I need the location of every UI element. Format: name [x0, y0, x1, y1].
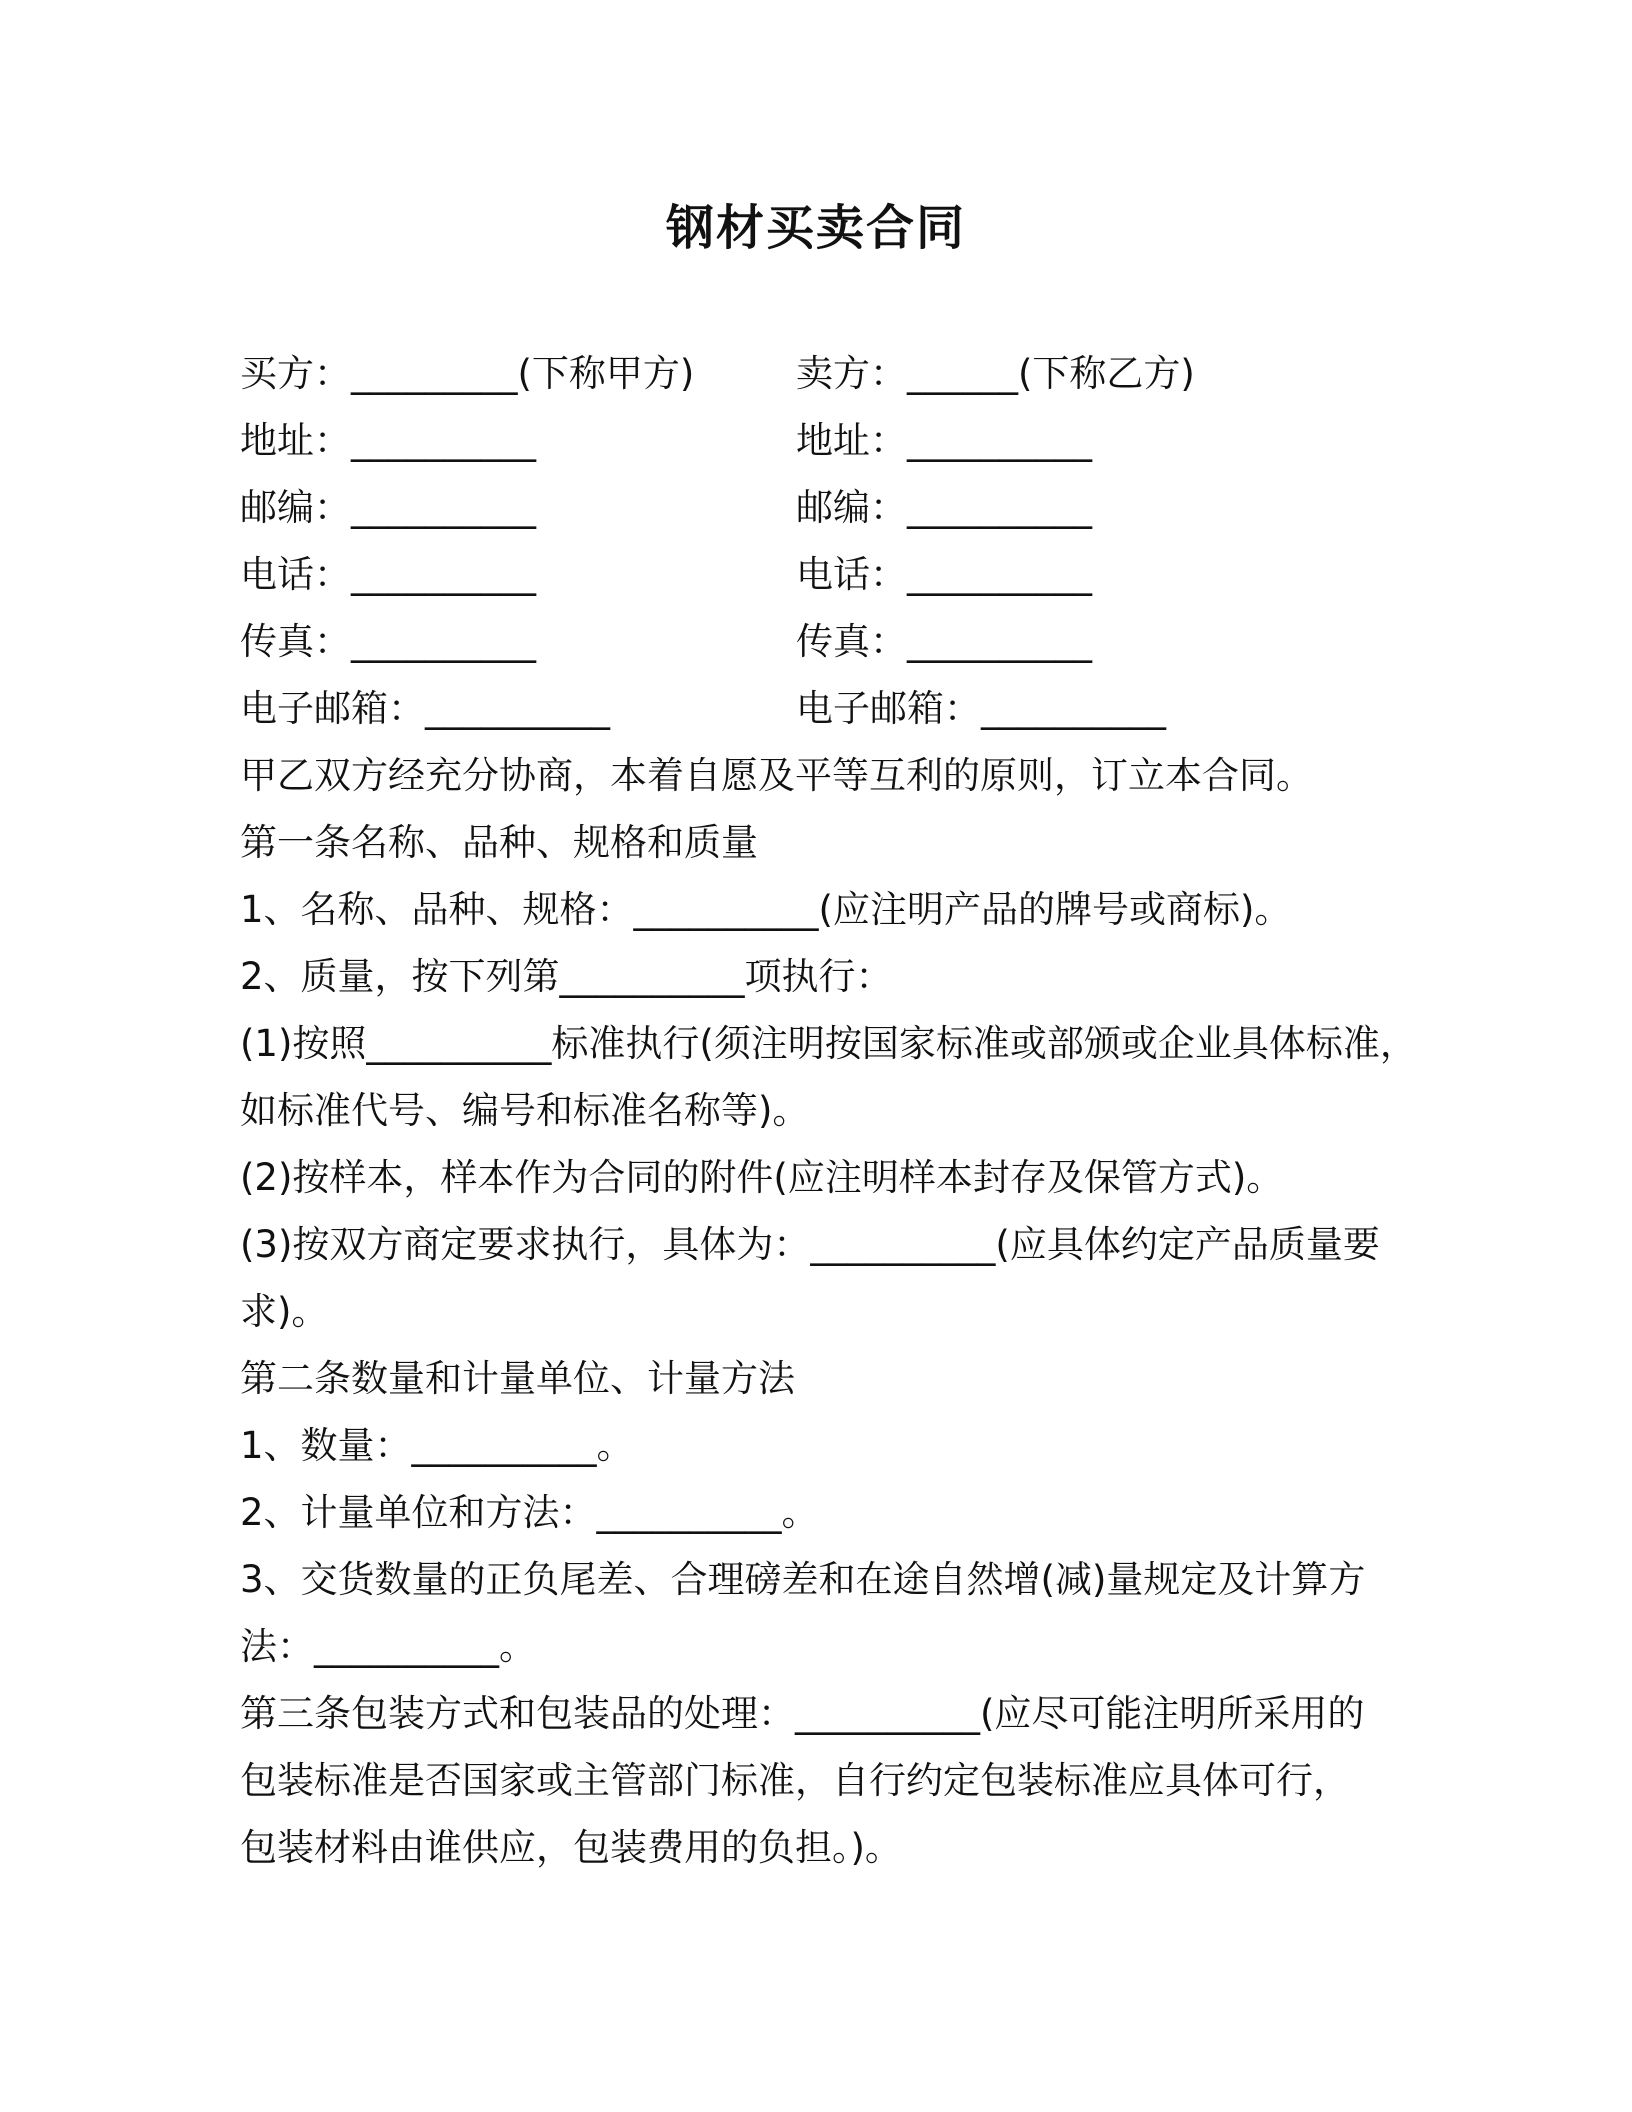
contract-body [240, 742, 1420, 1881]
article-2-heading: 第二条数量和计量单位、计量方法 [240, 1357, 795, 1400]
seller-fax-field: 传真：__________ [796, 620, 1092, 663]
buyer-email-field: 电子邮箱：__________ [240, 687, 610, 730]
article-1-option-1-cont: 如标准代号、编号和标准名称等)。 [240, 1089, 810, 1132]
document-title: 钢材买卖合同 [665, 200, 966, 256]
party-row-phone [240, 541, 1420, 608]
seller-phone-field: 电话：__________ [796, 553, 1092, 596]
article-2-item-1: 1、数量：__________。 [240, 1424, 634, 1467]
article-3-cont-2: 包装材料由谁供应，包装费用的负担。)。 [240, 1826, 902, 1869]
article-1-item-2: 2、质量，按下列第__________项执行： [240, 955, 893, 998]
buyer-address-field: 地址：__________ [240, 419, 536, 462]
article-2-item-3-cont: 法：__________。 [240, 1625, 536, 1668]
article-1-option-3-cont: 求)。 [240, 1290, 329, 1333]
article-2-item-2: 2、计量单位和方法：__________。 [240, 1491, 819, 1534]
party-row-postcode [240, 474, 1420, 541]
seller-name-field: 卖方：______(下称乙方) [796, 352, 1195, 395]
article-1-heading: 第一条名称、品种、规格和质量 [240, 821, 758, 864]
article-1-option-3: (3)按双方商定要求执行，具体为：__________(应具体约定产品质量要 [240, 1223, 1380, 1266]
party-row-names [240, 340, 1420, 407]
article-2-item-3: 3、交货数量的正负尾差、合理磅差和在途自然增(减)量规定及计算方 [240, 1558, 1366, 1601]
buyer-postcode-field: 邮编：__________ [240, 486, 536, 529]
parties-block [240, 340, 1420, 742]
preamble: 甲乙双方经充分协商，本着自愿及平等互利的原则，订立本合同。 [240, 754, 1313, 797]
article-1-item-1: 1、名称、品种、规格：__________(应注明产品的牌号或商标)。 [240, 888, 1292, 931]
article-3-heading: 第三条包装方式和包装品的处理：__________(应尽可能注明所采用的 [240, 1692, 1365, 1735]
party-row-email [240, 675, 1420, 742]
party-row-fax [240, 608, 1420, 675]
article-3-cont-1: 包装标准是否国家或主管部门标准，自行约定包装标准应具体可行， [240, 1759, 1350, 1802]
party-row-address [240, 407, 1420, 474]
buyer-fax-field: 传真：__________ [240, 620, 536, 663]
buyer-phone-field: 电话：__________ [240, 553, 536, 596]
article-1-option-1: (1)按照__________标准执行(须注明按国家标准或部颁或企业具体标准， [240, 1022, 1417, 1065]
buyer-name-field: 买方：_________(下称甲方) [240, 352, 695, 395]
seller-email-field: 电子邮箱：__________ [796, 687, 1166, 730]
article-1-option-2: (2)按样本，样本作为合同的附件(应注明样本封存及保管方式)。 [240, 1156, 1284, 1199]
seller-postcode-field: 邮编：__________ [796, 486, 1092, 529]
seller-address-field: 地址：__________ [796, 419, 1092, 462]
